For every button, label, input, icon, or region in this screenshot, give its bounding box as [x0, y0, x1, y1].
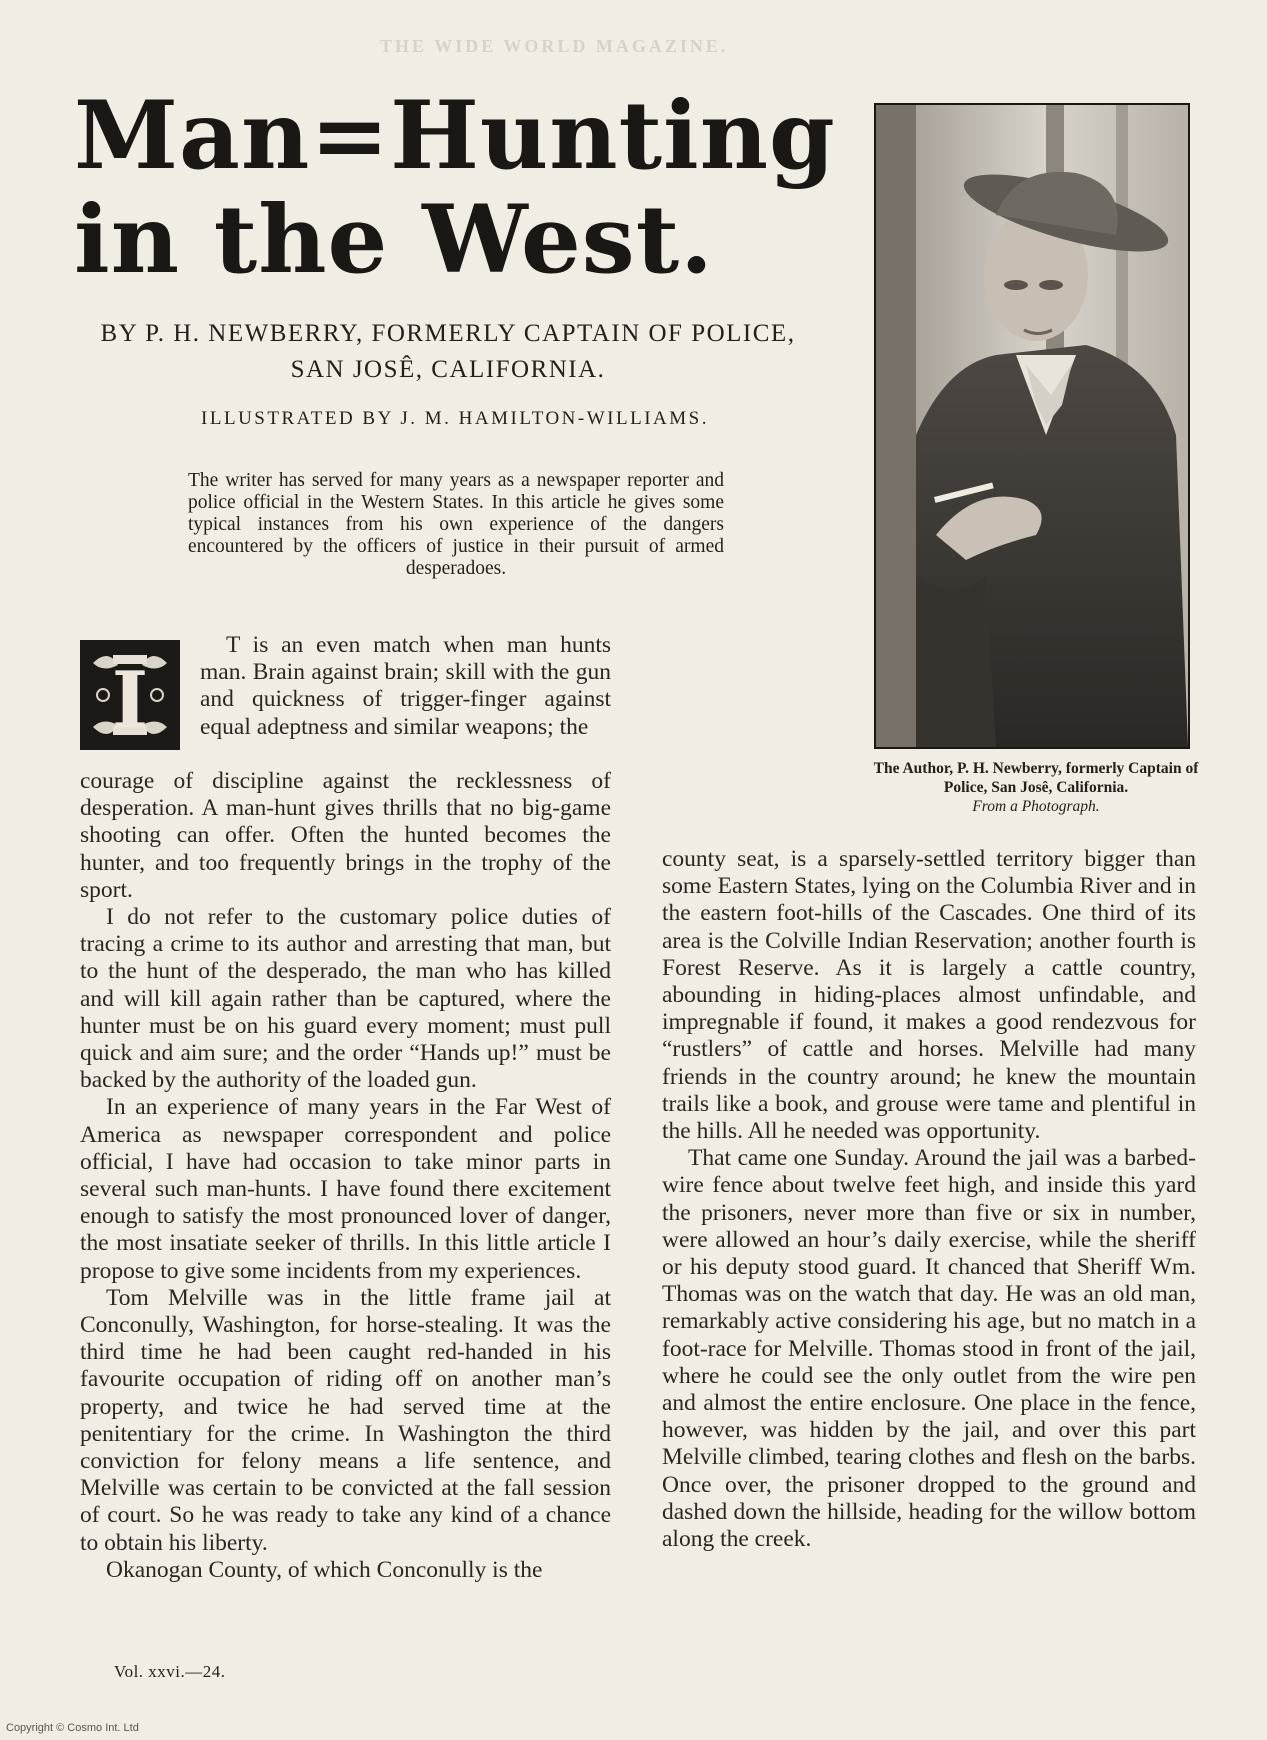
intro-summary: The writer has served for many years as a newspaper reporter and police official in the Western States. In this article he gives some typical instances from his own experience of the dangers encountered by the officers of justice in their pursuit of armed desperadoes.: [188, 470, 724, 579]
author-portrait-image: [876, 105, 1188, 747]
photo-caption: [862, 759, 1210, 816]
caption-text: The Author, P. H. Newberry, formerly Captain of Police, San Josê, California.: [873, 760, 1199, 796]
caption-credit: From a Photograph.: [972, 798, 1100, 815]
title-line-1: Man=Hunting: [74, 81, 836, 191]
paragraph-3: In an experience of many years in the Far West of America as newspaper correspondent and police official, I have had occasion to take minor parts in several such man-hunts. I have found there excitement enough to satisfy the most pronounced lover of danger, the most insatiate seeker of thrills. In this little article I propose to give some incidents from my experiences.: [80, 1094, 611, 1284]
paragraph-6: That came one Sunday. Around the jail was a barbed-wire fence about twelve feet high, and inside this yard the prisoners, never more than five or six in number, were allowed an hour’s daily exercise, while the sheriff or his deputy stood guard. It chanced that Sheriff Wm. Thomas was on the watch that day. He was an old man, remarkably active considering his age, but no match in a foot-race for Melville. Thomas stood in front of the jail, where he could see the only outlet from the wire pen and almost the entire enclosure. One place in the fence, however, was hidden by the jail, and over this part Melville climbed, tearing clothes and flesh on the barbs. Once over, the prisoner dropped to the ground and dashed down the hillside, heading for the willow bottom along the creek.: [662, 1145, 1196, 1553]
paragraph-5-continued: county seat, is a sparsely-settled territory bigger than some Eastern States, lying on the Columbia River and in the eastern foot-hills of the Cascades. One third of its area is the Colville Indian Reservation; another fourth is Forest Reserve. As it is largely a cattle country, abounding in hiding-places almost unfindable, and impregnable if found, it makes a good rendezvous for “rustlers” of cattle and horses. Melville had many friends in the country around; he knew the mountain trails like a book, and grouse were tame and plentiful in the hills. All he needed was opportunity.: [662, 846, 1196, 1145]
paragraph-1-continued: courage of discipline against the recklessness of desperation. A man-hunt gives thrills that no big-game shooting can offer. Often the hunted becomes the hunter, and too frequently brings in the trophy of the sport.: [80, 768, 611, 903]
title-line-2: in the West.: [74, 185, 714, 295]
article-title: [74, 81, 854, 295]
copyright-notice: Copyright © Cosmo Int. Ltd: [6, 1722, 139, 1734]
paragraph-5: Okanogan County, of which Conconully is the: [106, 1556, 543, 1583]
left-column: [80, 632, 611, 1584]
volume-folio: Vol. xxvi.—24.: [114, 1662, 226, 1681]
opening-paragraph: [80, 632, 611, 768]
paragraph-4: Tom Melville was in the little frame jail at Conconully, Washington, for horse-stealing. It was the third time he had been caught red-handed in his favourite occupation of riding off on another man’s property, and twice he had served time at the penitentiary for the crime. In Washington the third conviction for felony means a life sentence, and Melville was certain to be convicted at the fall session of court. So he was ready to take any kind of a chance to obtain his liberty.: [80, 1284, 611, 1556]
running-head: THE WIDE WORLD MAGAZINE.: [380, 36, 729, 56]
illustrator-credit: ILLUSTRATED BY J. M. HAMILTON-WILLIAMS.: [201, 408, 709, 429]
byline: BY P. H. NEWBERRY, FORMERLY CAPTAIN OF POLICE, SAN JOSÊ, CALIFORNIA.: [100, 320, 796, 383]
opening-text: T is an even match when man hunts man. Brain against brain; skill with the gun and quickness of trigger-finger against equal adeptness and similar weapons; the: [200, 632, 611, 740]
author-photograph: [874, 103, 1190, 749]
right-column: [662, 846, 1196, 1553]
ornamental-dropcap: [80, 640, 180, 750]
dropcap-letter: I: [111, 655, 149, 746]
dropcap-ornament: [83, 643, 177, 747]
paragraph-2: I do not refer to the customary police duties of tracing a crime to its author and arresting that man, but to the hunt of the desperado, the man who has killed and will kill again rather than be captured, where the hunter must be on his guard every moment; must pull quick and aim sure; and the order “Hands up!” must be backed by the authority of the loaded gun.: [80, 904, 611, 1094]
